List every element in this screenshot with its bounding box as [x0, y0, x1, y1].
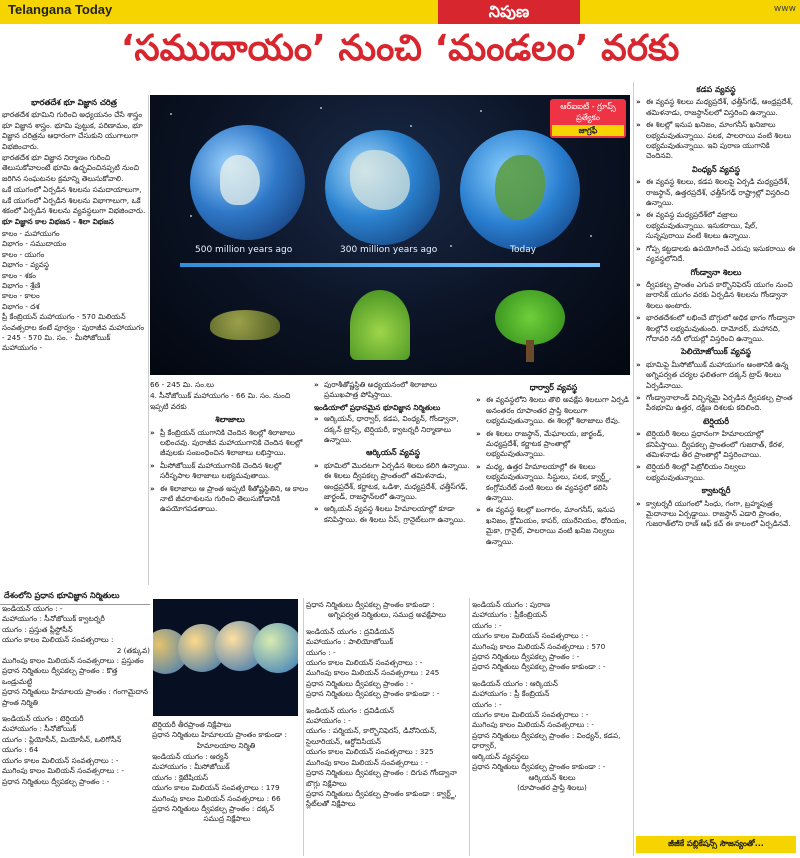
- table-line: ప్రధాన నిర్మితులు ద్వీపకల్ప ప్రాంతం : దిగువ గోండ్వానా బొగ్గు నిక్షేపాలు: [306, 768, 457, 788]
- bottom-column-3: [306, 600, 468, 856]
- list-item: విభాగం - దశ: [2, 301, 40, 311]
- list-item: కాలం - కాలం: [2, 291, 40, 301]
- table-line: ఇండియన్ యుగం : ఆర్కియన్: [472, 678, 558, 688]
- table-line: ప్రధాన నిర్మితులు ద్వీపకల్ప ప్రాంతం : -: [2, 776, 110, 786]
- subheading: ఇండియాలో ప్రధానమైన భూవిజ్ఞాన నిర్మితులు: [314, 402, 441, 412]
- caption-line: ప్రధాన నిర్మితులు హిమాలయ ప్రాంతం కాకుండా :: [152, 730, 287, 740]
- table-line: ఆర్కియన్ శిలలు: [528, 772, 576, 782]
- table-line: యుగం : -: [472, 699, 502, 709]
- list-item: » ఈ శిలాజాలు ఆ ప్రాంత అప్పటి శీతోష్ణస్థితిని, ఆ కాలం నాటి జీవరాశులను గురించి తెలుసుకోడానికి ఉపయోగపడతాయి.: [150, 484, 310, 515]
- section-heading: గోండ్వానా శిలలు: [690, 267, 742, 277]
- table-line: ఇండియన్ యుగం : ద్రవిడియన్: [306, 626, 395, 636]
- table-line: ప్రధాన నిర్మితులు ద్వీపకల్ప ప్రాంతం : -: [306, 678, 414, 688]
- image-caption: [152, 720, 300, 751]
- table-line: యుగం కాలం మిలియన్ సంవత్సరాలు : -: [472, 710, 589, 720]
- table-line: మహాయుగం : సీనోజోయిక్: [2, 724, 77, 734]
- list-item: » మధ్య, ఉత్తర హిమాలయాల్లో ఈ శిలలు లభ్యమవుతున్నాయి. సిస్టులు, పలక, క్వార్ట్జ్, కంగ్లోమరేట్ వంటి శిలలు ఈ వ్యవస్థలో కలిసి ఉన్నాయి.: [476, 462, 631, 504]
- table-line: ముగింపు కాలం మిలియన్ సంవత్సరాలు : 570: [472, 641, 606, 651]
- series-tag-text: ఆర్ఐఐటీ - గ్రూప్స్ ప్రత్యేకం: [560, 102, 616, 122]
- table-line: ప్రధాన నిర్మితులు ద్వీపకల్ప ప్రాంతం కాకుండా : క్వార్ట్జ్, స్లేట్‌లతో నిక్షేపాలు: [306, 788, 457, 809]
- table-line: యుగం : పర్మియన్, కార్బొనిఫెరస్, డివోనియన్, సైలూరియన్, ఆర్డోవిసియన్: [306, 726, 437, 746]
- section-heading: పెలియోజోయిక్ వ్యవస్థ: [680, 347, 752, 357]
- table-line: మహాయుగం : పాలియోజోయిక్: [306, 637, 394, 647]
- paragraph: ఒకే యుగంలో ఏర్పడిన శిలలను సమదాయాలుగా, ఒకే యుగంలో ఏర్పడిన శిలలను విభాగాలుగా, ఒకే శకంలో ఏర్పడిన శిలలను వ్యవస్థలుగా విభజించారు.: [2, 185, 146, 216]
- paragraph: ప్రీ కేంబ్రియన్ మహాయుగం - 570 మిలియన్ సంవత్సరాల కంటే పూర్వం · పురాజీవ మహాయుగం - 245 - 570 మి. సం. · మీసోజోయిక్ మహాయుగం -: [2, 312, 145, 353]
- list-item: » గోప్ప కట్టడాలకు ఉపయోగించే ఎరుపు ఇసుకరాయి ఈ వ్యవస్థలోనిదే.: [636, 244, 796, 265]
- list-item: కాలం - యుగం: [2, 249, 45, 259]
- list-item: » ప్రీ కేంబ్రియన్ యుగానికి చెందిన శిలల్లో శిలాజాలు లభించవు. పురాజీవ మహాయుగానికి చెందిన శిలల్లో జీవులకు సంబంధించిన శిలాజాలు లభిస్తాయి.: [150, 428, 310, 459]
- bottom-column-4: [472, 600, 632, 856]
- section-heading: ఆర్కియన్ వ్యవస్థ: [366, 448, 420, 458]
- section-heading: శిలాజాలు: [215, 415, 245, 425]
- list-item: విభాగం - సముదాయం: [2, 239, 67, 249]
- table-line: ప్రధాన నిర్మితులు ద్వీపకల్ప ప్రాంతం కాకుండా : -: [472, 762, 606, 772]
- left-column: [2, 95, 146, 585]
- list-item: » ఈ వ్యవస్థలోని శిలలు తొలి అవక్షేప శిలలుగా ఏర్పడి అనంతరం రూపాంతర ప్రాప్తి శిలలుగా లభ్యమవుతున్నాయి. ఈ శిలల్లో శిలాజాలు లేవు.: [476, 395, 631, 426]
- fern-icon: [350, 290, 410, 360]
- table-line: యుగం కాలం మిలియన్ సంవత్సరాలు : -: [306, 658, 423, 668]
- section-heading: భారతదేశ భూ విజ్ఞాన చరిత్ర: [31, 98, 117, 107]
- series-tag-subject: జాగ్రఫీ: [552, 125, 624, 136]
- table-line: ప్రధాన నిర్మితులు ద్వీపకల్ప ప్రాంతం : కొత్త ఒండ్రుమట్టి: [2, 666, 118, 686]
- table-line: ప్రధాన నిర్మితులు ద్వీపకల్ప ప్రాంతం : దక్కన్: [152, 804, 275, 814]
- units-list: [2, 229, 146, 312]
- list-item: » టెర్షియరీ శిలలు ప్రధానంగా హిమాలయాల్లో కనిపిస్తాయి. ద్వీపకల్ప ప్రాంతంలో గుజరాత్, కేరళ, తమిళనాడు తీర ప్రాంతాల్లో విస్తరించాయి.: [636, 429, 796, 460]
- masthead-bar: [0, 0, 800, 24]
- column-divider: [303, 598, 304, 856]
- table-line: ఇండియన్ యుగం : పురాణ: [472, 600, 551, 609]
- list-item: » ఈ శిలల్లో ఇనుప ఖనిజం, మాంగనీస్ ఖనిజాలు లభ్యమవుతున్నాయి. పలక, పాలరాయి వంటి శిలలు లభ్యమవుతున్నాయి. ఇవి పురాణ యుగానికి చెందినవి.: [636, 120, 796, 162]
- section-heading: క్వాటర్నరీ: [701, 486, 731, 496]
- table-line: యుగం : క్రెటేషియస్: [152, 772, 209, 782]
- section-heading: ధార్వార్ వ్యవస్థ: [529, 383, 578, 392]
- table-line: మహాయుగం : -: [306, 716, 351, 726]
- table-line: మహాయుగం : సీనోజోయిక్ క్వాటర్నరీ: [2, 614, 105, 624]
- column-divider: [469, 598, 470, 856]
- table-line: యుగం : -: [472, 620, 502, 630]
- table-line: మహాయుగం : ప్రీ కేంబ్రియన్: [472, 689, 550, 699]
- table-line: ప్రధాన నిర్మితులు ద్వీపకల్ప ప్రాంతం : వింధ్యన్, కడప, ధార్వార్,: [472, 730, 621, 751]
- bottom-column-2: [152, 752, 302, 856]
- list-item: విభాగం - వ్యవస్థ: [2, 260, 49, 270]
- list-item: » ఈ వ్యవస్థ శిలలు, కడప శిలలపై ఏర్పడి మధ్యప్రదేశ్, రాజస్థాన్, ఉత్తరప్రదేశ్, ఛత్తీస్‌గఢ్ రాష్ట్రాల్లో విస్తరించి ఉన్నాయి.: [636, 177, 796, 208]
- table-line: (రూపాంతర ప్రాప్తి శిలలు): [517, 782, 587, 792]
- timeline-label: 300 million years ago: [340, 245, 438, 255]
- list-item: విభాగం - శ్రేణి: [2, 280, 41, 290]
- tree-trunk: [526, 340, 534, 362]
- moss-icon: [210, 310, 280, 340]
- timeline-arrow: [180, 263, 600, 267]
- page-title: ‘సముదాయం’ నుంచి ‘మండలం’ వరకు: [120, 28, 680, 69]
- table-line: యుగం కాలం మిలియన్ సంవత్సరాలు :: [2, 635, 114, 645]
- list-item: » ఈ వ్యవస్థ శిలల్లో బంగారం, మాంగనీస్, ఇనుప ఖనిజం, క్రోమియం, కాపర్, యురేనియం, థోరియం, మైకా, గ్రానైట్, పాలరాయి వంటి ఖనిజ నిల్వలు ఉన్నాయి.: [476, 505, 631, 547]
- list-item: » భూమిపై మీసోజోయిక్ మహాయుగం అంతానికి ఉన్న అగ్నిపర్వత చర్యల ఫలితంగా దక్కన్ ట్రాప్ శిలలు ఏర్పడినాయి.: [636, 360, 796, 391]
- list-item: కాలం - శకం: [2, 270, 36, 280]
- right-column: [636, 82, 796, 834]
- column-divider: [148, 95, 149, 585]
- earth-evolution-illustration: [150, 95, 630, 375]
- table-line: ప్రధాన నిర్మితులు ద్వీపకల్ప ప్రాంతం కాకుండా : -: [306, 689, 440, 699]
- list-item: » మీసోజోయిక్ మహాయుగానికి చెందిన శిలల్లో సరీసృపాల శిలాజాలు లభ్యమవుతాయి.: [150, 461, 310, 482]
- table-line: యుగం కాలం మిలియన్ సంవత్సరాలు : 179: [152, 783, 280, 793]
- section-heading: టెర్షియరీ: [703, 416, 729, 426]
- table-line: మహాయుగం : మీసోజోయిక్: [152, 762, 230, 772]
- table-line: సముద్ర నిక్షేపాలు: [203, 814, 251, 824]
- list-item: » భూమిలో మొదటగా ఏర్పడిన శిలలు కలిగి ఉన్నాయి. ఈ శిలలు ద్వీపకల్ప ప్రాంతంలో తమిళనాడు, ఆంధ్రప్రదేశ్, కర్ణాటక, ఒడిశా, మధ్యప్రదేశ్, ఛత్తీస్‌గఢ్, జార్ఖండ్, రాజస్థాన్‌లలో ఉన్నాయి.: [314, 461, 472, 503]
- table-line: ఆర్కియన్ వ్యవస్థలు: [472, 751, 529, 761]
- mid-column-2: [314, 380, 472, 585]
- table-line: ముగింపు కాలం మిలియన్ సంవత్సరాలు : ప్రస్తుతం: [2, 656, 144, 666]
- table-line: 2 (తక్కువ): [116, 645, 150, 655]
- table-line: యుగం : -: [306, 647, 336, 657]
- series-tag: [550, 99, 626, 138]
- section-heading: వింధ్యన్ వ్యవస్థ: [692, 164, 740, 174]
- table-line: యుగం : ప్రస్తుత ప్లీస్టోసీన్: [2, 624, 73, 634]
- section-title: దేశంలోని ప్రధాన భూవిజ్ఞాన నిర్మితులు: [0, 589, 150, 605]
- table-line: యుగం కాలం మిలియన్ సంవత్సరాలు : 325: [306, 747, 434, 757]
- list-item: » ఆర్కియన్, ధార్వార్, కడప, వింధ్యన్, గోండ్వానా, దక్కన్ ట్రాప్స్, టెర్షియరీ, క్వాటర్నరీ నిర్మాణాలు ఉన్నాయి.: [314, 414, 472, 445]
- table-line: ముగింపు కాలం మిలియన్ సంవత్సరాలు : 66: [152, 793, 281, 803]
- timeline-label: 500 million years ago: [195, 245, 293, 255]
- table-line: యుగం కాలం మిలియన్ సంవత్సరాలు : -: [472, 631, 589, 641]
- list-item: » పురాశీతోష్ణస్థితి అధ్యయనంలో శిలాజాలు ప్రముఖపాత్ర పోషిస్తాయి.: [314, 380, 472, 401]
- caption-line: టెర్షియరీ తీరప్రాంత నిక్షేపాలు: [152, 720, 232, 729]
- table-line: యుగం : ప్లియోసీన్, మియోసీన్, ఒలిగోసీన్: [2, 734, 122, 744]
- mid-column-1: [150, 380, 310, 585]
- section-masthead: నిపుణ: [438, 0, 580, 24]
- table-line: ఇండియన్ యుగం : ద్రవిడియన్: [306, 705, 395, 715]
- list-item: » గోండ్వానాలాండ్ విచ్ఛిన్నమై ఏర్పడిన ద్వీపకల్ప ప్రాంత పీఠభూమి ఉత్తర, దక్షిణ దిశలకు కదిలింది.: [636, 393, 796, 414]
- list-item: » టెర్షియరీ శిలల్లో పెట్రోలియం నిల్వలు లభ్యమవుతున్నాయి.: [636, 462, 796, 483]
- tree-icon: [495, 290, 565, 345]
- bottom-column-1: [2, 604, 150, 856]
- list-item: » ఈ శిలలు రాజస్థాన్, మేఘాలయ, జార్ఖండ్, మధ్యప్రదేశ్, కర్ణాటక ప్రాంతాల్లో లభ్యమవుతున్నాయి.: [476, 429, 631, 460]
- table-line: మహాయుగం : ప్రీకేంబ్రియన్: [472, 610, 548, 620]
- paragraph: భారతదేశ భూ విజ్ఞాన నిర్మాణం గురించి తెలుసుకోవాలంటే భూమి ఉద్భవించినప్పటి నుంచి జరిగిన సంఘటనల క్రమాన్ని తెలుసుకోవాలి.: [2, 153, 140, 183]
- list-item: కాలం - మహాయుగం: [2, 228, 60, 238]
- table-line: అగ్నిపర్వత నిర్మితులు, సముద్ర అవక్షేపాలు: [328, 610, 446, 620]
- list-item: » ఈ వ్యవస్థ శిలలు మధ్యప్రదేశ్, ఛత్తీస్‌గఢ్, ఆంధ్రప్రదేశ్, తమిళనాడు, రాజస్థాన్‌లలో విస్తరించి ఉన్నాయి.: [636, 97, 796, 118]
- column-divider: [633, 82, 634, 856]
- table-line: ముగింపు కాలం మిలియన్ సంవత్సరాలు : -: [306, 757, 428, 767]
- table-line: ప్రధాన నిర్మితులు ద్వీపకల్ప ప్రాంతం కాకుండా : -: [472, 662, 606, 672]
- list-item: » భారతదేశంలో లభించే బొగ్గులో అధిక భాగం గోండ్వానా శిలల్లోనే లభ్యమవుతుంది. దామోదర్, మహానది, గోదావరి నదీ లోయల్లో విస్తరించి ఉన్నాయి.: [636, 313, 796, 344]
- table-line: ముగింపు కాలం మిలియన్ సంవత్సరాలు : -: [2, 766, 124, 776]
- timeline-label: Today: [510, 245, 537, 255]
- paragraph: భారతదేశ భూమిని గురించి అధ్యయనం చేసే శాస్త్రం భూ విజ్ఞాన శాస్త్రం. భూమి పుట్టుక, పరిణామం, భూ విజ్ఞాన చరిత్రను ఆధారంగా చేసుకుని యుగాలుగా విభజించారు.: [2, 110, 143, 151]
- paragraph: 66 - 245 మి. సం.లు: [150, 380, 215, 389]
- caption-line: హిమాలయాల నిర్మితి: [196, 740, 256, 750]
- web-url: www: [773, 4, 796, 14]
- list-item: » ఆర్కియన్ వ్యవస్థ శిలలు హిమాలయాల్లో కూడా కనిపిస్తాయి. ఈ శిలలు నీస్, గ్రానైట్‌లుగా ఉన్నాయి.: [314, 504, 472, 525]
- table-line: ప్రధాన నిర్మితులు హిమాలయ ప్రాంతం : గంగామైదాన ప్రాంత నిర్మితి: [2, 687, 149, 707]
- globes-strip-image: [153, 599, 298, 716]
- table-line: యుగం కాలం మిలియన్ సంవత్సరాలు : -: [2, 755, 119, 765]
- section-heading: కడప వ్యవస్థ: [696, 85, 736, 94]
- table-line: ఇండియన్ యుగం : -: [2, 604, 63, 613]
- table-line: ముగింపు కాలం మిలియన్ సంవత్సరాలు : -: [472, 720, 594, 730]
- list-item: » ద్వీపకల్ప ప్రాంతం ఎగువ కార్బొనిఫెరస్ యుగం నుంచి జురాసిక్ యుగం వరకు ఏర్పడిన శిలలను గోండ్వానా శిలలు అంటారు.: [636, 280, 796, 311]
- list-item: » క్వాటర్నరీ యుగంలో సింధు, గంగా, బ్రహ్మపుత్ర మైదానాలు ఏర్పడ్డాయి. రాజస్థాన్ ఎడారి ప్రాంతం, గుజరాత్‌లోని రాణ్ ఆఫ్ కచ్ ఈ కాలంలో ఏర్పడినవే.: [636, 499, 796, 530]
- subheading: భూ విజ్ఞాన కాల విభజన - శిలా విభజన: [2, 217, 114, 227]
- paragraph: 4. సీనోజోయిక్ మహాయుగం - 66 మి. సం. నుంచి ఇప్పటి వరకు: [150, 391, 291, 411]
- mid-column-3: [476, 380, 631, 585]
- table-line: ప్రధాన నిర్మితులు ద్వీపకల్ప ప్రాంతం కాకుండా :: [306, 600, 435, 609]
- list-item: » ఈ వ్యవస్థ మధ్యప్రదేశ్‌లో వజ్రాలు లభ్యమవుతున్నాయి. ఇసుకరాయి, షేల్, సున్నపురాయి వంటి శిలలు ఉన్నాయి.: [636, 210, 796, 241]
- table-line: ముగింపు కాలం మిలియన్ సంవత్సరాలు : 245: [306, 668, 440, 678]
- brand-logo: Telangana Today: [8, 2, 113, 17]
- table-line: యుగం : 64: [2, 745, 39, 755]
- table-line: ఇండియన్ యుగం : టెర్షియరీ: [2, 714, 84, 724]
- publisher-credit: జీజీకే పబ్లికేషన్స్ సౌజన్యంతో...: [636, 836, 796, 853]
- table-line: ఇండియన్ యుగం : ఆర్యన్: [152, 752, 229, 761]
- table-line: ప్రధాన నిర్మితులు ద్వీపకల్ప ప్రాంతం : -: [472, 652, 580, 662]
